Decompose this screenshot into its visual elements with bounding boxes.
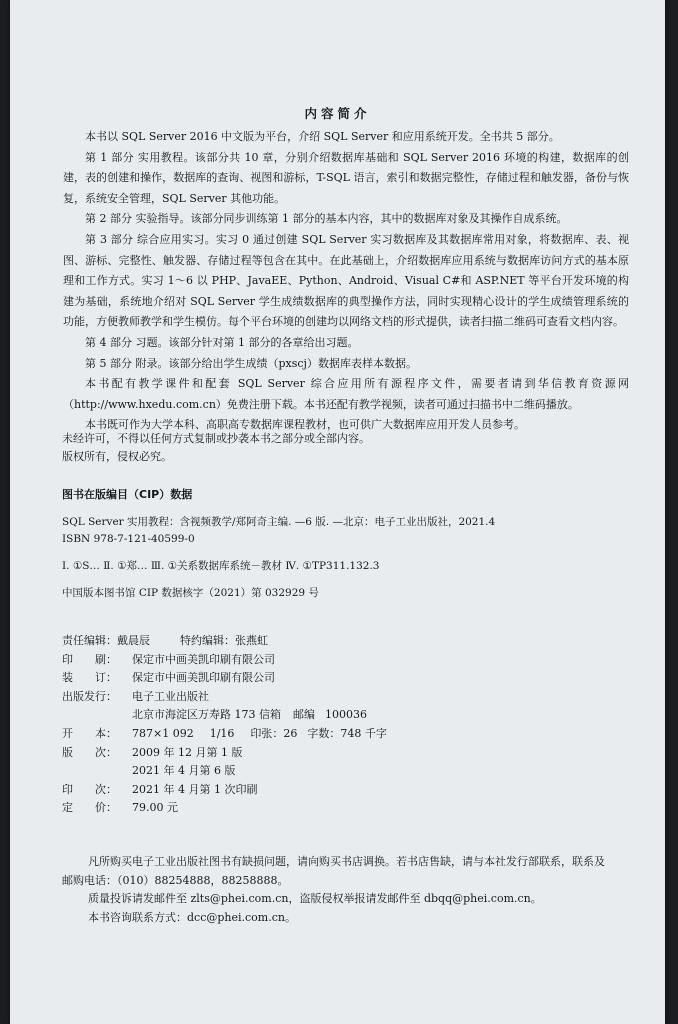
address-value: 北京市海淀区万寿路 173 信箱 <box>132 708 281 722</box>
printing-label: 印 次： <box>62 782 117 796</box>
footer-line: 本书咨询联系方式：dcc@phei.com.cn。 <box>88 910 296 924</box>
format-value: 787×1 092 <box>132 726 194 740</box>
cip-heading: 图书在版编目（CIP）数据 <box>62 488 193 501</box>
price-label: 定 价： <box>62 801 117 815</box>
bind-label: 装 订： <box>62 671 117 685</box>
format-label: 开 本： <box>62 726 117 740</box>
cip-data <box>62 514 495 602</box>
copyright-notice <box>62 430 370 466</box>
format-row <box>62 725 387 744</box>
bind-value: 保定市中画美凯印刷有限公司 <box>132 671 275 685</box>
content-summary <box>63 127 629 436</box>
sheets-label: 印张： <box>250 726 284 740</box>
postcode-value: 100036 <box>325 708 367 722</box>
words-label: 字数： <box>307 726 341 740</box>
special-editor-label: 特约编辑： <box>180 634 235 647</box>
cip-citation: SQL Server 实用教程：含视频教学/郑阿奇主编. —6 版. —北京：电子工业出版社，2021.4 <box>62 516 496 528</box>
address-row <box>62 706 387 725</box>
summary-paragraph: 第 1 部分 实用教程。该部分共 10 章，分别介绍数据库基础和 SQL Server 2016 环境的构建，数据库的创建，表的创建和操作，数据库的查询、视图和游标，T-SQL 语言，索引和数据完整性，存储过程和触发器，备份与恢复，系统安全管理，SQL Server 其他功能。 <box>63 150 629 205</box>
words-value: 748 千字 <box>340 726 387 740</box>
bind-row <box>62 669 387 688</box>
edition-current: 2021 年 4 月第 6 版 <box>132 764 236 778</box>
contact-footer <box>62 853 662 927</box>
editor-row <box>62 632 387 651</box>
summary-paragraph: 第 5 部分 附录。该部分给出学生成绩（pxscj）数据库表样本数据。 <box>85 356 417 370</box>
copyright-page <box>10 0 665 1024</box>
special-editor-value: 张燕虹 <box>235 634 268 647</box>
edition-row <box>62 744 387 763</box>
printing-value: 2021 年 4 月第 1 次印刷 <box>132 782 258 796</box>
editor-label: 责任编辑： <box>62 634 117 647</box>
publication-info <box>62 632 387 818</box>
cip-isbn: ISBN 978-7-121-40599-0 <box>62 533 195 545</box>
footer-line: 质量投诉请发邮件至 zlts@phei.com.cn，盗版侵权举报请发邮件至 dbqq@phei.com.cn。 <box>88 892 542 905</box>
summary-paragraph: 本书以 SQL Server 2016 中文版为平台，介绍 SQL Server 和应用系统开发。全书共 5 部分。 <box>85 130 560 143</box>
edition-label: 版 次： <box>62 745 117 759</box>
notice-line: 版权所有，侵权必究。 <box>62 450 172 463</box>
printing-row <box>62 781 387 800</box>
edition-row-2 <box>62 762 387 781</box>
summary-paragraph: 第 4 部分 习题。该部分针对第 1 部分的各章给出习题。 <box>85 335 359 349</box>
footer-line: 邮购电话：（010）88254888，88258888。 <box>62 873 289 887</box>
print-value: 保定市中画美凯印刷有限公司 <box>132 652 275 666</box>
editor-value: 戴晨辰 <box>117 634 150 647</box>
publisher-row <box>62 688 387 707</box>
page-title: 内容简介 <box>304 106 371 121</box>
publisher-value: 电子工业出版社 <box>132 689 209 703</box>
format-fraction: 1/16 <box>209 726 235 740</box>
sheets-value: 26 <box>283 726 298 740</box>
footer-line: 凡所购买电子工业出版社图书有缺损问题，请向购买书店调换。若书店售缺，请与本社发行部联系，联系及 <box>88 855 605 868</box>
print-label: 印 刷： <box>62 652 117 666</box>
print-row <box>62 651 387 670</box>
price-row <box>62 799 387 818</box>
cip-classification: Ⅰ. ①S… Ⅱ. ①郑… Ⅲ. ①关系数据库系统－教材 Ⅳ. ①TP311.132.3 <box>62 560 380 572</box>
postcode-label: 邮编 <box>293 708 315 722</box>
summary-paragraph: 第 2 部分 实验指导。该部分同步训练第 1 部分的基本内容，其中的数据库对象及其操作自成系统。 <box>85 212 568 226</box>
publisher-label: 出版发行： <box>62 689 117 703</box>
cip-record-number: 中国版本图书馆 CIP 数据核字（2021）第 032929 号 <box>62 587 319 599</box>
summary-paragraph: 本书配有教学课件和配套 SQL Server 综合应用所有源程序文件，需要者请到华信教育资源网（http://www.hxedu.com.cn）免费注册下载。本书还配有教学视频，读者可通过扫描书中二维码播放。 <box>63 377 629 411</box>
price-value: 79.00 元 <box>132 801 178 815</box>
edition-first: 2009 年 12 月第 1 版 <box>132 745 243 759</box>
summary-paragraph: 本书既可作为大学本科、高职高专数据库课程教材，也可供广大数据库应用开发人员参考。 <box>85 418 525 432</box>
notice-line: 未经许可，不得以任何方式复制或抄袭本书之部分或全部内容。 <box>62 432 370 445</box>
summary-paragraph: 第 3 部分 综合应用实习。实习 0 通过创建 SQL Server 实习数据库及其数据库常用对象，将数据库、表、视图、游标、完整性、触发器、存储过程等包含在其中。在此基础上，介绍数据库应用系统与数据库访问方式的基本原理和工作方式。实习 1～6 以 PHP、JavaEE、Python、Android、Visual C#和 ASP.NET 等平台开发环境的构建为基础，系统地介绍对 SQL Server 学生成绩数据库的典型操作方法，同时实现精心设计的学生成绩管理系统的功能，方便教师教学和学生模仿。每个平台环境的创建均以网络文档的形式提供，读者扫描二维码可查看文档内容。 <box>63 232 629 329</box>
